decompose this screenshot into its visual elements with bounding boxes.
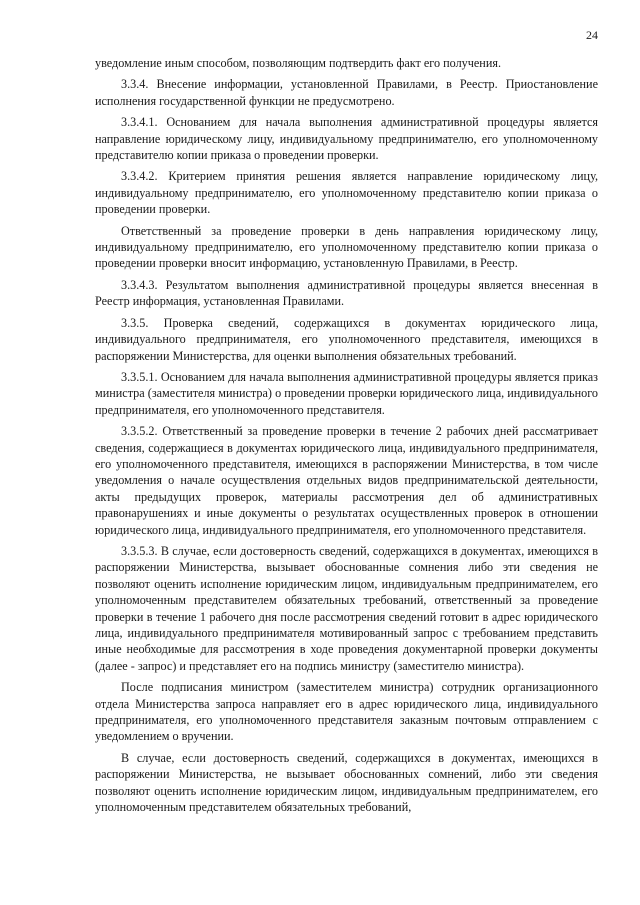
paragraph: 3.3.4. Внесение информации, установленной Правилами, в Реестр. Приостановление исполнения государственной функции не предусмотрено. xyxy=(95,77,598,108)
paragraph: 3.3.5.1. Основанием для начала выполнения административной процедуры является приказ министра (заместителя министра) о проведении проверки юридического лица, индивидуального предпринимателя, его уполномоченного представителя. xyxy=(95,369,598,417)
paragraph: В случае, если достоверность сведений, содержащихся в документах, имеющихся в распоряжении Министерства, не вызывает обоснованных сомнений, либо эти сведения позволяют оценить исполнение юридическим лицом, индивидуальным предпринимателем, его уполномоченным представителем обязательных требований, xyxy=(95,750,598,815)
paragraph: Ответственный за проведение проверки в день направления юридическому лицу, индивидуальному предпринимателю, его уполномоченному представителю копии приказа о проведении проверки вносит информацию, установленную Правилами, в Реестр. xyxy=(95,223,598,271)
paragraph: 3.3.4.2. Критерием принятия решения является направление юридическому лицу, индивидуальному предпринимателю, его уполномоченному представителю копии приказа о проведении проверки. xyxy=(95,169,598,217)
paragraph: уведомление иным способом, позволяющим подтвердить факт его получения. xyxy=(95,56,502,70)
paragraph: 3.3.5. Проверка сведений, содержащихся в документах юридического лица, индивидуального предпринимателя, его уполномоченного представителя, имеющихся в распоряжении Министерства, для оценки выполнения обязательных требований. xyxy=(95,315,598,363)
paragraph: 3.3.5.2. Ответственный за проведение проверки в течение 2 рабочих дней рассматривает сведения, содержащиеся в документах юридического лица, индивидуального предпринимателя, его уполномоченного представителя, имеющихся в распоряжении Министерства, в том числе уведомления о начале осуществления отдельных видов предпринимательской деятельности, акты предыдущих проверок, материалы рассмотрения дел об административных правонарушениях и иные документы о результатах осуществленных проверок в отношении юридического лица, индивидуального предпринимателя, его уполномоченного представителя. xyxy=(95,424,598,537)
paragraph: 3.3.5.3. В случае, если достоверность сведений, содержащихся в документах, имеющихся в распоряжении Министерства, вызывает обоснованные сомнения либо эти сведения не позволяют оценить исполнение юридическим лицом, индивидуальным предпринимателем, его уполномоченным представителем обязательных требований, ответственный за проведение проверки в течение 1 рабочего дня после рассмотрения сведений готовит в адрес юридического лица, индивидуального предпринимателя мотивированный запрос с требованием представить иные необходимые для рассмотрения в ходе проведения документарной проверки документы (далее - запрос) и представляет его на подпись министру (заместителю министра). xyxy=(95,543,598,673)
document-body xyxy=(95,55,598,820)
page-number: 24 xyxy=(586,28,598,42)
paragraph: После подписания министром (заместителем министра) сотрудник организационного отдела Министерства запроса направляет его в адрес юридического лица, индивидуального предпринимателя, его уполномоченного представителя заказным почтовым отправлением с уведомлением о вручении. xyxy=(95,680,598,744)
paragraph: 3.3.4.1. Основанием для начала выполнения административной процедуры является направление юридическому лицу, индивидуальному предпринимателю, его уполномоченному представителю копии приказа о проведении проверки. xyxy=(95,115,598,163)
paragraph: 3.3.4.3. Результатом выполнения административной процедуры является внесенная в Реестр информация, установленная Правилами. xyxy=(95,277,598,309)
